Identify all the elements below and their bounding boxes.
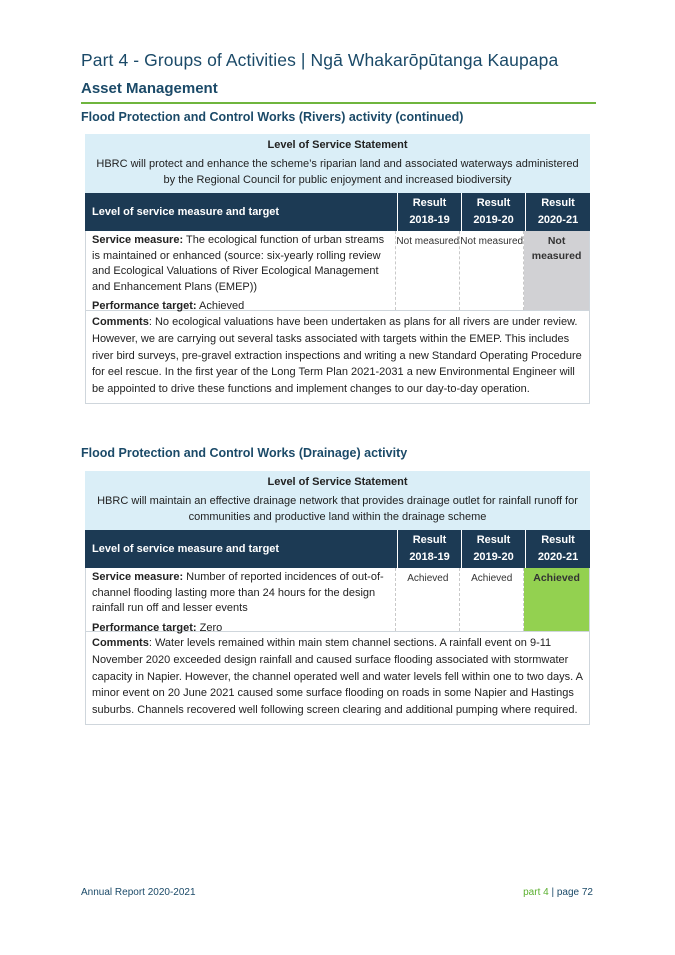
footer-part: part 4 (523, 887, 549, 898)
table-header (85, 530, 590, 568)
header-measure: Level of service measure and target (85, 530, 397, 568)
header-year: 2020-21 (537, 551, 579, 563)
service-measure (92, 233, 390, 295)
header-result-2020-21 (525, 193, 590, 231)
result-2020-21: Achieved (524, 568, 589, 631)
performance-target-label: Performance target: (92, 621, 197, 634)
performance-target-text: Zero (196, 621, 223, 634)
header-year: 2020-21 (537, 214, 579, 226)
result-2018-19: Not measured (396, 231, 460, 310)
comments-label: Comments (92, 316, 149, 328)
header-year: 2018-19 (409, 551, 450, 563)
activity-title-drainage: Flood Protection and Control Works (Drainage) activity (81, 446, 408, 460)
activity-title-rivers: Flood Protection and Control Works (Rivers) activity (continued) (81, 110, 464, 124)
level-of-service-statement (85, 471, 590, 530)
comments-cell (85, 311, 590, 404)
header-result-label: Result (541, 534, 575, 546)
table-header (85, 193, 590, 231)
header-result-2019-20 (461, 530, 525, 568)
performance-target-label: Performance target: (92, 300, 197, 312)
part-title: Part 4 - Groups of Activities | Ngā Whakarōpūtanga Kaupapa (81, 50, 559, 70)
result-2018-19: Achieved (396, 568, 460, 631)
comments-text: : No ecological valuations have been undertaken as plans for all rivers are under review. However, we are carrying out several tasks associated with targets within the EMEP. This includes river bird surveys, pre-gravel extraction inspections and writing a new Standard Operating Procedure for eel rescue. In the first year of the Long Term Plan 2021-2031 a new Environmental Engineer will be appointed to drive these functions and implement changes to our day-to-day operation. (92, 316, 582, 396)
performance-target (92, 621, 390, 637)
service-measure-text: Number of reported incidences of out-of-channel flooding lasting more than 24 hours for the design rainfall run off and lesser events (92, 571, 384, 614)
result-2019-20: Achieved (460, 568, 524, 631)
result-2020-21: Not measured (524, 231, 589, 310)
footer-separator: | (548, 887, 557, 898)
header-result-2018-19 (397, 530, 461, 568)
measure-cell (86, 231, 396, 310)
header-result-label: Result (476, 534, 511, 546)
footer-page-indicator (523, 887, 593, 898)
los-text: HBRC will maintain an effective drainage network that provides drainage outlet for rainfall runoff for communities and productive land within the drainage scheme (97, 495, 578, 523)
table-row (85, 568, 590, 632)
header-year: 2018-19 (409, 214, 450, 226)
footer-report-title: Annual Report 2020-2021 (81, 887, 196, 898)
comments-text: : Water levels remained within main stem channel sections. A rainfall event on 9-11 November 2020 exceeded design rainfall and caused surface flooding associated with stormwater capacity in Napier. However, the channel operated well and water levels fell within one to two days. A minor event on 20 June 2021 caused some surface flooding on roads in some Napier and Hastings suburbs. Channels recovered well following screen clearing and additional pumping where required. (92, 637, 583, 717)
level-of-service-statement (85, 134, 590, 193)
header-result-label: Result (541, 197, 575, 209)
header-result-label: Result (412, 534, 447, 546)
header-year: 2019-20 (473, 214, 514, 226)
service-measure-label: Service measure: (92, 571, 184, 583)
result-2019-20: Not measured (460, 231, 524, 310)
drainage-service-table (85, 471, 590, 725)
comments-cell (85, 632, 590, 725)
performance-target-text: Achieved (196, 300, 245, 312)
service-measure-label: Service measure: (92, 234, 184, 246)
header-measure: Level of service measure and target (85, 193, 397, 231)
service-measure (92, 570, 390, 617)
comments-label: Comments (92, 637, 149, 649)
footer-page-number: page 72 (556, 887, 593, 898)
los-heading: Level of Service Statement (267, 476, 408, 488)
header-year: 2019-20 (473, 551, 514, 563)
section-divider (81, 102, 596, 104)
table-row (85, 231, 590, 311)
section-title: Asset Management (81, 80, 218, 97)
measure-cell (86, 568, 396, 634)
rivers-service-table (85, 134, 590, 404)
header-result-2018-19 (397, 193, 461, 231)
los-text: HBRC will protect and enhance the scheme’s riparian land and associated waterways administered by the Regional Council for public enjoyment and increased biodiversity (96, 158, 579, 186)
header-result-2019-20 (461, 193, 525, 231)
header-result-label: Result (412, 197, 447, 209)
los-heading: Level of Service Statement (267, 139, 408, 151)
header-result-2020-21 (525, 530, 590, 568)
performance-target (92, 299, 390, 315)
header-result-label: Result (476, 197, 511, 209)
service-measure-text: The ecological function of urban streams is maintained or enhanced (source: six-yearly rolling review and Ecological Valuations of River Ecological Management and Enhancement Plans (EMEP)) (92, 234, 385, 293)
